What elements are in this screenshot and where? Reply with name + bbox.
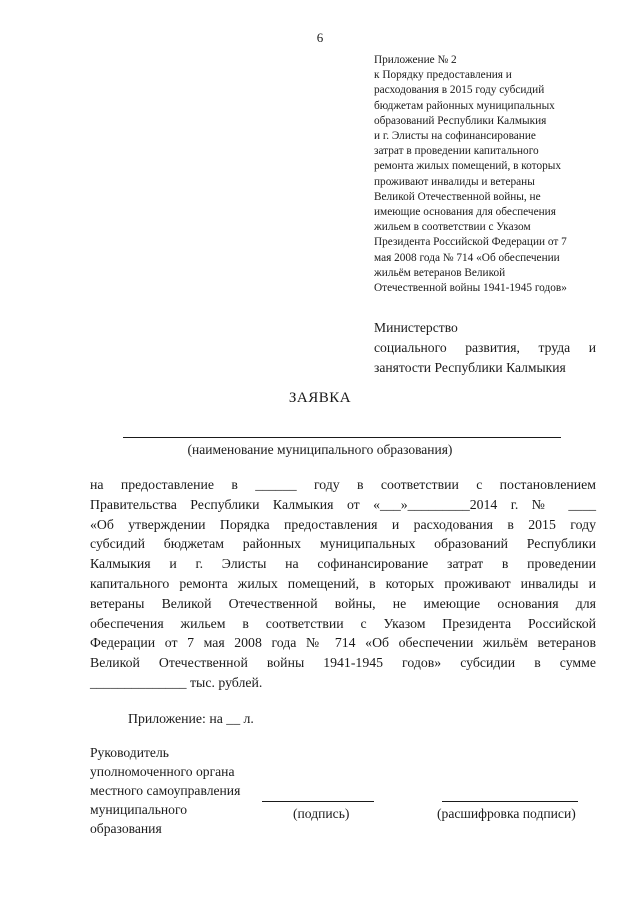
addressee-ministry [374,318,596,378]
appendix-line: Президента Российской Федерации от 7 [374,236,567,249]
body-line: субсидий бюджетам районных муниципальных образований Республики [90,536,596,552]
body-line: Великой Отечественной войны 1941-1945 годов» субсидии в сумме [90,655,596,671]
signer-block [90,743,240,838]
appendix-block [374,53,606,296]
body-line: на предоставление в ______ году в соответствии с постановлением [90,477,596,492]
appendix-line: мая 2008 года № 714 «Об обеспечении [374,251,560,264]
appendix-line: Приложение № 2 [374,54,457,66]
appendix-line: жильем в соответствии с Указом [374,221,531,234]
body-line: капитального ремонта жилых помещений, в которых проживают инвалиды и [90,575,596,591]
signature-decoding-caption: (расшифровка подписи) [437,806,576,821]
body-line: «Об утверждении Порядка предоставления и расходования в 2015 году [90,516,596,532]
appendix-line: ремонта жилых помещений, в которых [374,160,562,173]
appendix-line: затрат в проведении капитального [374,145,539,158]
body-line: ______________ тыс. рублей. [90,674,263,690]
application-body [90,475,596,693]
ministry-line: Министерство [374,320,458,335]
body-line: Калмыкия и г. Элисты на софинансирование затрат в проведении [90,556,596,572]
body-line: Федерации от 7 мая 2008 года № 714 «Об обеспечении жильём ветеранов [90,635,596,651]
signer-line: местного самоуправления [90,783,241,798]
signer-line: образования [90,821,162,836]
body-line: Правительства Республики Калмыкия от «___»_________2014 г. № ____ [90,496,596,512]
document-title: ЗАЯВКА [288,390,352,406]
appendix-line: к Порядку предоставления и [374,69,512,82]
body-line: ветераны Великой Отечественной войны, не имеющие основания для [90,595,596,611]
appendix-line: расходования в 2015 году субсидий [374,84,545,97]
appendix-line: образований Республики Калмыкия [374,114,547,127]
signer-line: муниципального [90,802,188,817]
municipality-name-field[interactable] [123,437,561,438]
body-line: обеспечения жильем в соответствии с Указом Президента Российской [90,615,596,631]
municipality-name-caption: (наименование муниципального образования) [187,442,453,457]
appendix-line: жильём ветеранов Великой [374,266,506,279]
signature-decoding-field[interactable] [442,801,578,802]
signer-line: Руководитель [90,745,169,760]
appendix-line: проживают инвалиды и ветераны [374,175,535,188]
appendix-line: Отечественной войны 1941-1945 годов» [374,282,567,295]
signature-caption: (подпись) [293,806,350,821]
appendix-line: и г. Элисты на софинансирование [374,130,536,143]
appendix-line: бюджетам районных муниципальных [374,99,555,112]
attachment-note: Приложение: на __ л. [128,711,254,726]
ministry-line: социального развития, труда и [374,340,596,355]
ministry-line: занятости Республики Калмыкия [374,360,566,375]
signature-field[interactable] [262,801,374,802]
signer-line: уполномоченного органа [90,764,235,779]
appendix-line: имеющие основания для обеспечения [374,206,556,219]
appendix-line: Великой Отечественной войны, не [374,190,541,203]
page-number: 6 [316,30,324,45]
